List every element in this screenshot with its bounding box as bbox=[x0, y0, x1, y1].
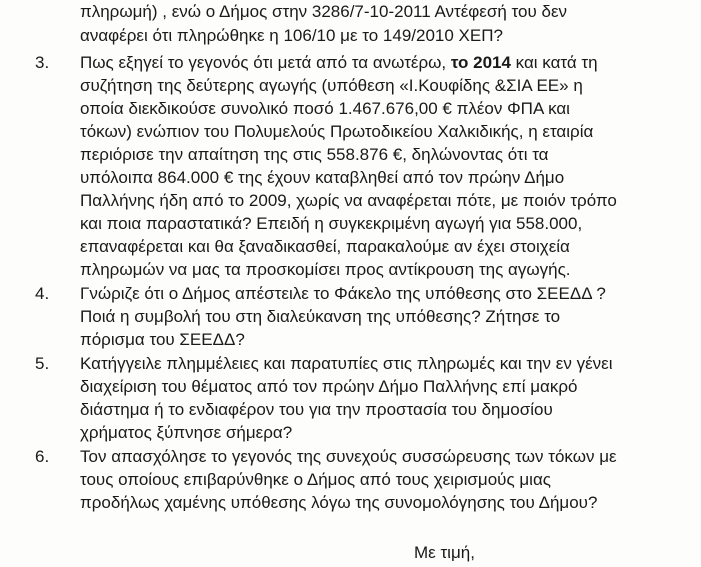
text-line: Κατήγγειλε πλημμέλειες και παρατυπίες στις πληρωμές και την εν γένει bbox=[80, 354, 613, 373]
text-line: Παλλήνης ήδη από το 2009, χωρίς να αναφέρεται πότε, με ποιόν τρόπο bbox=[80, 191, 617, 210]
text-line: συζήτηση της δεύτερης αγωγής (υπόθεση «Ι.Κουφίδης &ΣΙΑ ΕΕ» η bbox=[80, 76, 583, 95]
text-run: Πως εξηγεί το γεγονός ότι μετά από τα ανωτέρω, bbox=[80, 53, 451, 72]
text-line: οποία διεκδικούσε συνολικό ποσό 1.467.676,00 € πλέον ΦΠΑ και bbox=[80, 99, 570, 118]
text-line: Γνώριζε ότι ο Δήμος απέστειλε το Φάκελο της υπόθεσης στο ΣΕΕΔΔ ? bbox=[80, 284, 606, 303]
item-number: 3. bbox=[35, 53, 50, 72]
text-line: διαχείριση του θέματος από τον πρώην Δήμο Παλλήνης επί μακρό bbox=[80, 377, 578, 396]
text-line: διάστημα ή το ενδιαφέρον του για την προστασία του δημοσίου bbox=[80, 400, 553, 419]
item-number: 6. bbox=[35, 447, 50, 466]
text-line: πόρισμα του ΣΕΕΔΔ? bbox=[80, 330, 245, 349]
text-line: και ποια παραστατικά? Επειδή η συγκεκριμένη αγωγή για 558.000, bbox=[80, 214, 583, 233]
text-line: περιόρισε την απαίτηση της στις 558.876 €, δηλώνοντας ότι τα bbox=[80, 145, 549, 164]
text-run: και κατά τη bbox=[510, 53, 598, 72]
text-line: προδήλως χαμένης υπόθεσης λόγω της συνομολόγησης του Δήμου? bbox=[80, 493, 598, 512]
item-number: 4. bbox=[35, 284, 50, 303]
text-line bbox=[80, 52, 598, 73]
text-line: τόκων) ενώπιον του Πολυμελούς Πρωτοδικείου Χαλκιδικής, η εταιρία bbox=[80, 122, 594, 141]
text-line: επαναφέρεται και θα ξαναδικασθεί, παρακαλούμε αν έχει στοιχεία bbox=[80, 237, 570, 256]
text-line: Ποιά η συμβολή του στη διαλεύκανση της υπόθεσης? Ζήτησε το bbox=[80, 307, 561, 326]
closing-salutation: Με τιμή, bbox=[414, 543, 475, 562]
text-line: πληρωμών να μας τα προσκομίσει προς αντίκρουση της αγωγής. bbox=[80, 260, 571, 279]
emphasized-year: το 2014 bbox=[450, 53, 511, 72]
item-number: 5. bbox=[35, 354, 50, 373]
text-line: υπόλοιπα 864.000 € της έχουν καταβληθεί από τον πρώην Δήμο bbox=[80, 168, 565, 187]
text-line: χρήματος ξύπνησε σήμερα? bbox=[80, 423, 293, 442]
text-line: πληρωμή) , ενώ ο Δήμος στην 3286/7-10-2011 Αντέφεσή του δεν bbox=[80, 2, 568, 21]
text-line: τους οποίους επιβαρύνθηκε ο Δήμος από τους χειρισμούς μιας bbox=[80, 470, 551, 489]
text-line: αναφέρει ότι πληρώθηκε η 106/10 με το 149/2010 ΧΕΠ? bbox=[80, 26, 503, 45]
text-line: Τον απασχόλησε το γεγονός της συνεχούς συσσώρευσης των τόκων με bbox=[80, 447, 617, 466]
